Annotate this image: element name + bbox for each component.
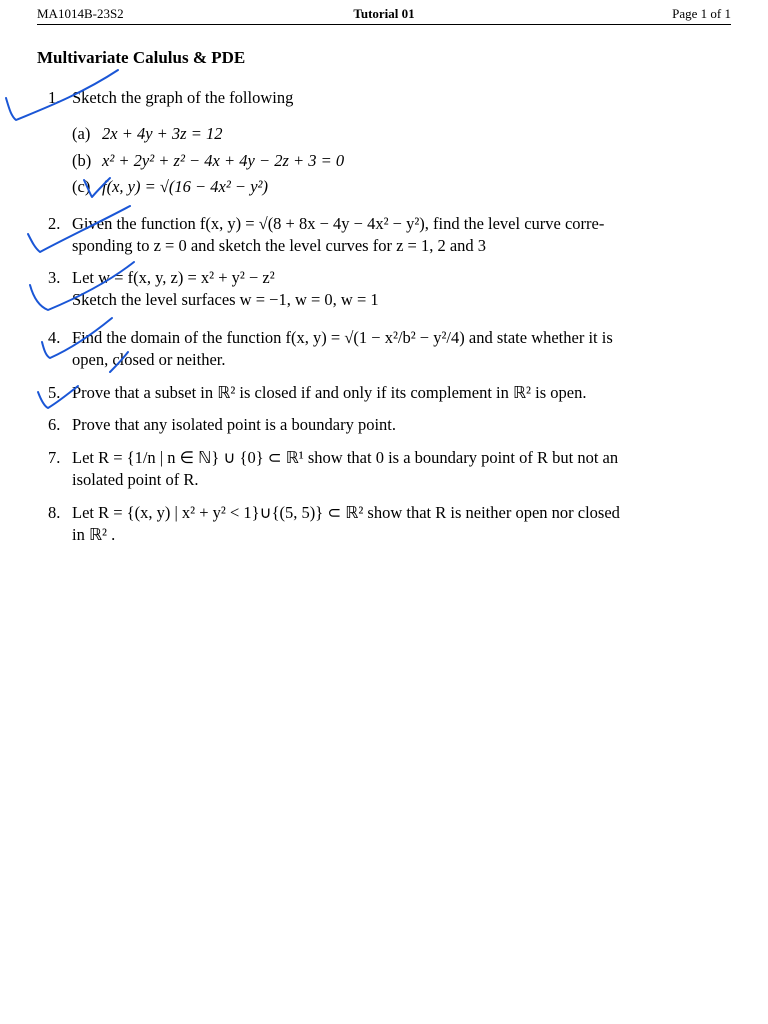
question-number: 1. bbox=[48, 88, 61, 107]
document-title: Multivariate Calulus & PDE bbox=[37, 48, 246, 67]
course-code: MA1014B-23S2 bbox=[37, 6, 124, 21]
question-number: 4. bbox=[48, 328, 61, 347]
part-text: f(x, y) = √(16 − 4x² − y²) bbox=[102, 177, 268, 196]
question-line-1: Prove that a subset in ℝ² is closed if and only if its complement in ℝ² is open. bbox=[72, 383, 587, 402]
question-3 bbox=[48, 267, 731, 311]
question-line-2: Sketch the level surfaces w = −1, w = 0, w = 1 bbox=[72, 290, 379, 309]
question-5 bbox=[48, 382, 731, 404]
question-number: 7. bbox=[48, 448, 61, 467]
part-label: (a) bbox=[72, 124, 91, 143]
header-rule bbox=[37, 24, 731, 25]
question-number: 6. bbox=[48, 415, 61, 434]
question-line-1: Given the function f(x, y) = √(8 + 8x − 4y − 4x² − y²), find the level curve corre- bbox=[72, 214, 605, 233]
question-line-1: Let R = {1/n | n ∈ ℕ} ∪ {0} ⊂ ℝ¹ show that 0 is a boundary point of R but not an bbox=[72, 448, 619, 467]
question-line-1: Find the domain of the function f(x, y) = √(1 − x²/b² − y²/4) and state whether it is bbox=[72, 328, 613, 347]
part-label: (b) bbox=[72, 151, 92, 170]
question-number: 2. bbox=[48, 214, 61, 233]
question-line-1: Let w = f(x, y, z) = x² + y² − z² bbox=[72, 268, 275, 287]
question-1-part-a bbox=[72, 123, 222, 145]
question-text: Sketch the graph of the following bbox=[72, 88, 294, 107]
question-number: 8. bbox=[48, 503, 61, 522]
question-line-2: isolated point of R. bbox=[72, 470, 199, 489]
question-8 bbox=[48, 502, 731, 546]
question-line-2: in ℝ² . bbox=[72, 525, 116, 544]
question-line-2: open, closed or neither. bbox=[72, 350, 226, 369]
question-7 bbox=[48, 447, 731, 491]
question-number: 5. bbox=[48, 383, 61, 402]
question-1 bbox=[48, 87, 731, 109]
page-header bbox=[37, 6, 731, 24]
question-1-part-b bbox=[72, 150, 344, 172]
part-text: x² + 2y² + z² − 4x + 4y − 2z + 3 = 0 bbox=[102, 151, 345, 170]
part-label: (c) bbox=[72, 177, 91, 196]
question-4 bbox=[48, 327, 731, 371]
page-info: Page 1 of 1 bbox=[672, 6, 731, 21]
question-number: 3. bbox=[48, 268, 61, 287]
part-text: 2x + 4y + 3z = 12 bbox=[102, 124, 223, 143]
question-line-2: sponding to z = 0 and sketch the level curves for z = 1, 2 and 3 bbox=[72, 236, 487, 255]
question-line-1: Let R = {(x, y) | x² + y² < 1}∪{(5, 5)} ⊂ ℝ² show that R is neither open nor closed bbox=[72, 503, 620, 522]
header-title: Tutorial 01 bbox=[353, 6, 415, 21]
question-6 bbox=[48, 414, 731, 436]
question-2 bbox=[48, 213, 731, 257]
question-line-1: Prove that any isolated point is a boundary point. bbox=[72, 415, 396, 434]
question-1-part-c bbox=[72, 176, 268, 198]
